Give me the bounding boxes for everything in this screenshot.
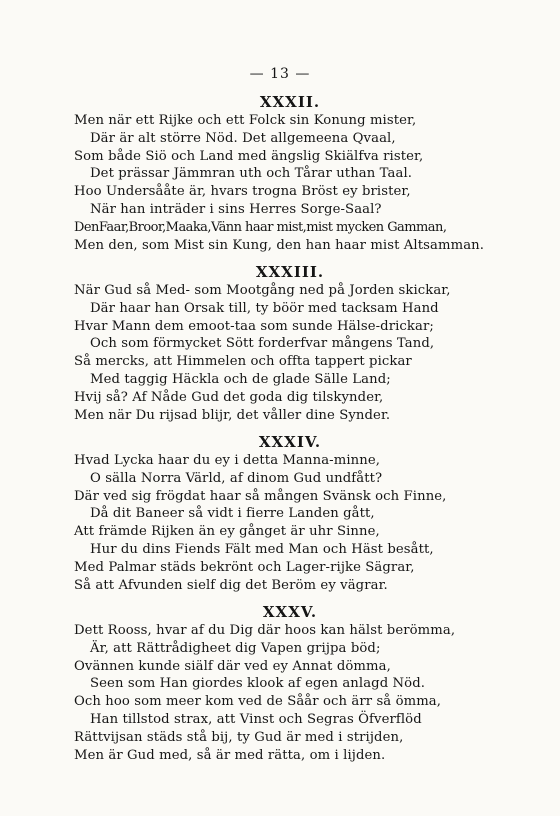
stanza-xxxiii xyxy=(74,262,494,424)
verse-line: Hvad Lycka haar du ey i detta Manna-minne, xyxy=(74,453,381,468)
page-number: — 13 — xyxy=(249,66,311,82)
verse-line: Med taggig Häckla och de glade Sälle Land; xyxy=(90,371,391,387)
verse-line: Så mercks, att Himmelen och offta tappert pickar xyxy=(74,354,412,370)
verse-line: Det prässar Jämmran uth och Tårar uthan Taal. xyxy=(90,166,413,182)
stanza-xxxv xyxy=(74,602,494,764)
stanza-title: XXXV. xyxy=(262,603,318,621)
verse-line: Där är alt större Nöd. Det allgemeena Qvaal, xyxy=(90,130,396,146)
stanza-xxxiv xyxy=(74,432,494,594)
verse-line: Där ved sig frögdat haar så mången Svänsk och Finne, xyxy=(74,488,447,504)
verse-line: Ovännen kunde siälf där ved ey Annat dömma, xyxy=(74,658,391,674)
verse-line: Men när ett Rijke och ett Folck sin Konung mister, xyxy=(74,113,417,128)
verse-line: O sälla Norra Värld, af dinom Gud undfått? xyxy=(90,470,383,486)
verse-line: Men är Gud med, så är med rätta, om i lijden. xyxy=(74,747,386,763)
verse-line: Som både Siö och Land med ängslig Skiälfva rister, xyxy=(74,148,424,164)
stanza-title: XXXIV. xyxy=(258,433,322,451)
verse-line: När han inträder i sins Herres Sorge-Saal? xyxy=(90,201,382,217)
verse-line: Och som förmycket Sött forderfvar mångens Tand, xyxy=(90,336,435,352)
verse-line: Dett Rooss, hvar af du Dig där hoos kan hälst berömma, xyxy=(74,623,456,638)
verse-line: Rättvijsan städs stå bij, ty Gud är med i strijden, xyxy=(74,729,404,745)
verse-line: Och hoo som meer kom ved de Såår och ärr så ömma, xyxy=(74,694,442,710)
verse-line: Med Palmar städs bekrönt och Lager-rijke Sägrar, xyxy=(74,559,415,575)
verse-line: Men den, som Mist sin Kung, den han haar mist Altsamman. xyxy=(74,237,485,253)
verse-line: Men när Du rijsad blijr, det våller dine Synder. xyxy=(74,407,391,423)
stanza-title: XXXIII. xyxy=(255,263,325,281)
verse-line: DenFaar,Broor,Maaka,Vänn haar mist,mist mycken Gamman, xyxy=(74,219,447,235)
stanza-title: XXXII. xyxy=(259,93,321,111)
verse-line: Seen som Han giordes klook af egen anlagd Nöd. xyxy=(90,676,426,692)
verse-line: Så att Afvunden sielf dig det Beröm ey vägrar. xyxy=(74,577,388,593)
verse-line: Där haar han Orsak till, ty böör med tacksam Hand xyxy=(90,300,439,316)
verse-line: Han tillstod strax, att Vinst och Segras Öfverflöd xyxy=(90,711,422,727)
verse-line: När Gud så Med- som Mootgång ned på Jorden skickar, xyxy=(74,283,451,298)
verse-line: Hoo Undersååte är, hvars trogna Bröst ey brister, xyxy=(74,184,411,200)
verse-line: Hur du dins Fiends Fält med Man och Häst besått, xyxy=(90,541,434,557)
verse-line: Hvar Mann dem emoot-taa som sunde Hälse-drickar; xyxy=(74,318,434,334)
stanza-xxxii xyxy=(74,92,494,254)
verse-line: Då dit Baneer så vidt i fierre Landen gått, xyxy=(90,506,375,522)
verse-line: Att främde Rijken än ey gånget är uhr Sinne, xyxy=(74,524,380,540)
verse-line: Är, att Rättrådigheet dig Vapen grijpa böd; xyxy=(90,640,381,656)
verse-line: Hvij så? Af Nåde Gud det goda dig tilskynder, xyxy=(74,389,384,405)
